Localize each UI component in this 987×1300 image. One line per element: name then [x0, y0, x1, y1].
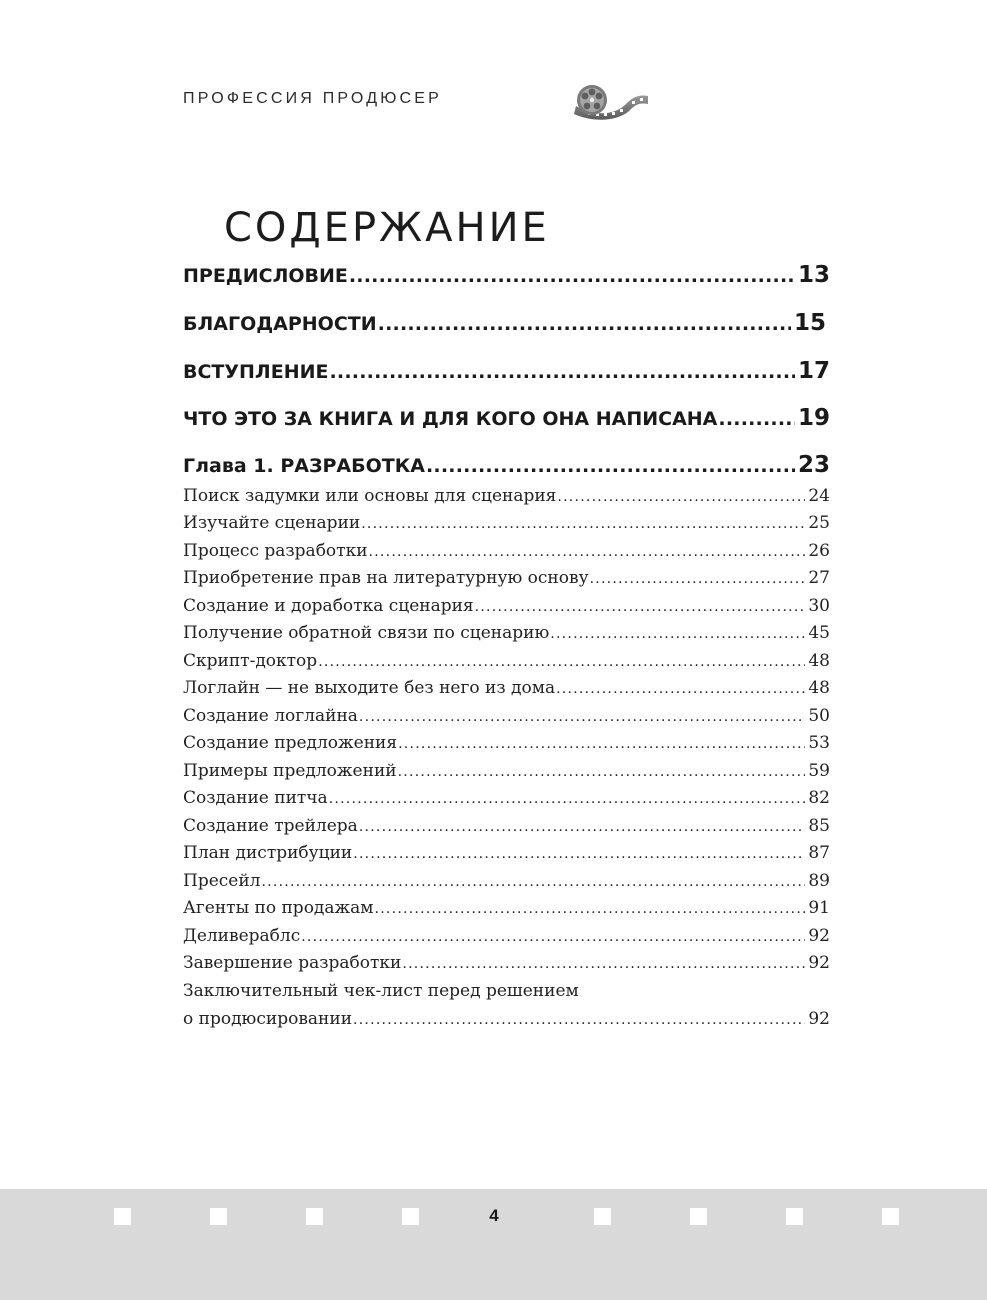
toc-entry-page: 26	[808, 541, 830, 561]
leader-dots	[361, 513, 805, 533]
toc-entry-title: Пресейл	[183, 871, 261, 891]
leader-dots	[426, 455, 795, 477]
toc-entry-title: Примеры предложений	[183, 761, 397, 781]
leader-dots	[475, 596, 806, 616]
toc-entry-page: 15	[793, 310, 826, 336]
toc-entry-title: о продюсировании	[183, 1009, 353, 1029]
toc-entry-about-book[interactable]	[183, 405, 830, 435]
toc-entry-page: 92	[808, 926, 830, 946]
leader-dots	[590, 568, 806, 588]
toc-entry-page: 91	[808, 898, 830, 918]
leader-dots	[398, 733, 805, 753]
leader-dots	[369, 541, 806, 561]
toc-entry-title: Процесс разработки	[183, 541, 368, 561]
toc-entry-title: ВСТУПЛЕНИЕ	[183, 361, 329, 383]
toc-entry-page: 92	[808, 953, 830, 973]
leader-dots	[353, 843, 805, 863]
toc-entry-page: 13	[797, 262, 830, 288]
toc-entry-page: 89	[808, 871, 830, 891]
toc-section-entry[interactable]	[183, 926, 830, 952]
toc-section-entry[interactable]	[183, 843, 830, 869]
leader-dots	[378, 313, 791, 335]
toc-entry-title: Создание трейлера	[183, 816, 358, 836]
footer-square	[306, 1208, 323, 1225]
toc-entry-page: 87	[808, 843, 830, 863]
toc-entry-title: Поиск задумки или основы для сценария	[183, 486, 557, 506]
toc-entry-page: 24	[808, 486, 830, 506]
toc-title: СОДЕРЖАНИЕ	[224, 204, 550, 251]
leader-dots	[329, 361, 795, 383]
toc-entry-chapter-1[interactable]	[183, 452, 830, 482]
leader-dots	[261, 871, 805, 891]
toc-section-entry[interactable]	[183, 733, 830, 759]
toc-entry-title: Деливераблс	[183, 926, 301, 946]
page-number: 4	[489, 1206, 499, 1225]
footer-square	[594, 1208, 611, 1225]
footer-square	[402, 1208, 419, 1225]
toc-section-entry[interactable]	[183, 1009, 830, 1035]
toc-entry-page: 82	[808, 788, 830, 808]
toc-entry-title: ЧТО ЭТО ЗА КНИГА И ДЛЯ КОГО ОНА НАПИСАНА	[183, 408, 718, 430]
toc-entry-title: План дистрибуции	[183, 843, 353, 863]
toc-entry-title: Создание логлайна	[183, 706, 358, 726]
leader-dots	[353, 1009, 805, 1029]
footer-square	[786, 1208, 803, 1225]
leader-dots	[402, 953, 805, 973]
toc-entry-title: Агенты по продажам	[183, 898, 374, 918]
toc-entry-title: Завершение разработки	[183, 953, 402, 973]
leader-dots	[556, 678, 805, 698]
toc-entry-title: Изучайте сценарии	[183, 513, 361, 533]
toc-section-entry[interactable]	[183, 761, 830, 787]
toc-section-entry[interactable]	[183, 706, 830, 732]
toc-entry-page: 19	[797, 405, 830, 431]
toc-entry-introduction[interactable]	[183, 358, 830, 388]
footer-square	[690, 1208, 707, 1225]
toc-section-entry[interactable]	[183, 486, 830, 512]
toc-section-entry[interactable]	[183, 623, 830, 649]
leader-dots	[349, 265, 795, 287]
leader-dots	[318, 651, 805, 671]
toc-section-entry[interactable]	[183, 788, 830, 814]
toc-entry-page: 48	[808, 678, 830, 698]
toc-entry-page: 92	[808, 1009, 830, 1029]
toc-section-entry[interactable]	[183, 596, 830, 622]
leader-dots	[301, 926, 805, 946]
toc-section-entry[interactable]	[183, 541, 830, 567]
toc-entry-page: 17	[797, 358, 830, 384]
leader-dots	[375, 898, 806, 918]
toc-section-entry[interactable]	[183, 816, 830, 842]
toc-entry-page: 30	[808, 596, 830, 616]
toc-entry-page: 50	[808, 706, 830, 726]
toc-entry-title: БЛАГОДАРНОСТИ	[183, 313, 377, 335]
toc-entry-title: Создание предложения	[183, 733, 398, 753]
table-of-contents	[183, 0, 830, 1100]
toc-section-entry[interactable]	[183, 953, 830, 979]
toc-entry-page: 48	[808, 651, 830, 671]
footer-square	[210, 1208, 227, 1225]
toc-entry-page: 53	[808, 733, 830, 753]
chapter-title: РАЗРАБОТКА	[280, 455, 425, 477]
toc-section-title-line1[interactable]: Заключительный чек-лист перед решением	[183, 981, 579, 1001]
toc-section-entry[interactable]	[183, 871, 830, 897]
footer-square	[114, 1208, 131, 1225]
toc-entry-title: Создание и доработка сценария	[183, 596, 474, 616]
toc-entry-title: Скрипт-доктор	[183, 651, 318, 671]
toc-entry-acknowledgements[interactable]	[183, 310, 826, 340]
leader-dots	[550, 623, 805, 643]
toc-entry-page: 85	[808, 816, 830, 836]
toc-section-entry[interactable]	[183, 898, 830, 924]
toc-entry-preface[interactable]	[183, 262, 830, 292]
leader-dots	[329, 788, 806, 808]
toc-entry-page: 23	[797, 452, 830, 478]
leader-dots	[359, 816, 806, 836]
toc-entry-page: 45	[808, 623, 830, 643]
toc-entry-page: 25	[808, 513, 830, 533]
leader-dots	[718, 408, 795, 430]
leader-dots	[398, 761, 806, 781]
toc-section-entry[interactable]	[183, 568, 830, 594]
toc-entry-title	[183, 455, 425, 477]
toc-entry-page: 27	[808, 568, 830, 588]
toc-section-entry[interactable]	[183, 651, 830, 677]
chapter-label: Глава 1.	[183, 455, 274, 477]
toc-entry-title: Приобретение прав на литературную основу	[183, 568, 589, 588]
running-head: ПРОФЕССИЯ ПРОДЮСЕР	[183, 90, 442, 107]
toc-entry-title: ПРЕДИСЛОВИЕ	[183, 265, 348, 287]
leader-dots	[557, 486, 805, 506]
footer-square	[882, 1208, 899, 1225]
toc-entry-title: Получение обратной связи по сценарию	[183, 623, 550, 643]
toc-entry-title: Создание питча	[183, 788, 328, 808]
toc-section-entry[interactable]	[183, 513, 830, 539]
toc-section-entry[interactable]	[183, 678, 830, 704]
leader-dots	[359, 706, 805, 726]
toc-entry-title: Логлайн — не выходите без него из дома	[183, 678, 556, 698]
toc-entry-page: 59	[808, 761, 830, 781]
